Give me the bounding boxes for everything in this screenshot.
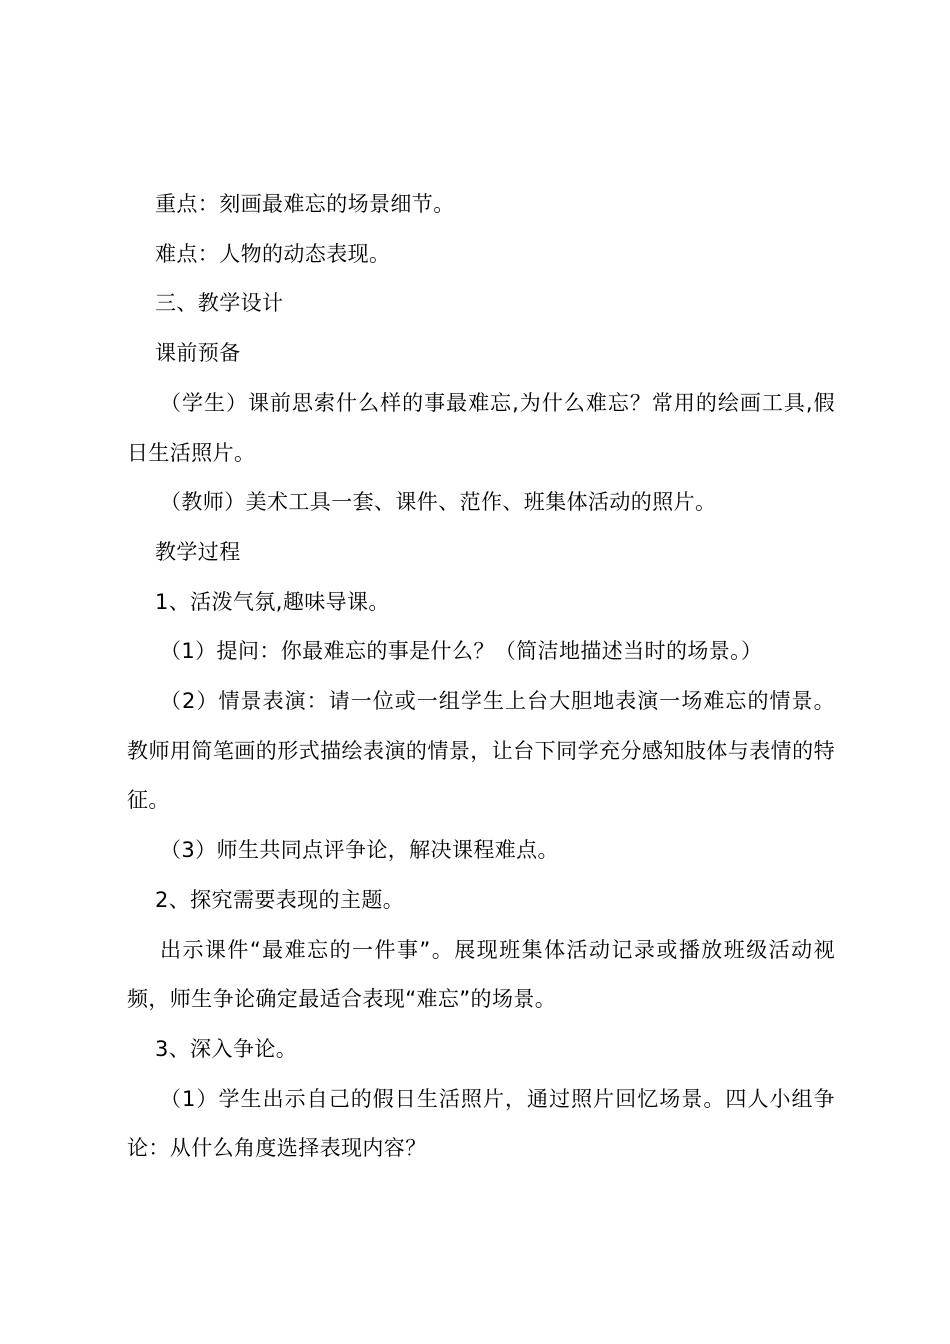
teacher-preparation-paragraph: （教师）美术工具一套、课件、范作、班集体活动的照片。 [160,490,717,515]
subheading-preparation: 课前预备 [155,341,241,366]
step-2-paragraph: 出示课件“最难忘的一件事”。展现班集体活动记录或播放班级活动视频，师生争论确定最适合表现“难忘”的场景。 [127,937,835,1012]
subheading-teaching-process: 教学过程 [155,539,241,564]
step-3-item-1: （1）学生出示自己的假日生活照片，通过照片回忆场景。四人小组争论：从什么角度选择表现内容？ [127,1086,835,1161]
step-1-heading: 1、活泼气氛,趣味导课。 [155,589,390,614]
section-heading-teaching-design: 三、教学设计 [155,291,284,316]
step-1-item-2: （2）情景表演：请一位或一组学生上台大胆地表演一场难忘的情景。教师用简笔画的形式描绘表演的情景，让台下同学充分感知肢体与表情的特征。 [127,689,835,813]
step-1-item-1: （1）提问：你最难忘的事是什么？（简洁地描述当时的场景。） [160,639,763,664]
student-preparation-paragraph: （学生）课前思索什么样的事最难忘,为什么难忘？常用的绘画工具,假日生活照片。 [127,390,835,465]
difficulty-paragraph: 难点：人物的动态表现。 [155,241,391,266]
document-body [127,180,835,1174]
key-point-paragraph: 重点：刻画最难忘的场景细节。 [155,192,455,216]
step-2-heading: 2、探究需要表现的主题。 [155,887,405,912]
step-3-heading: 3、深入争论。 [155,1036,298,1061]
step-1-item-3: （3）师生共同点评争论，解决课程难点。 [160,838,559,863]
